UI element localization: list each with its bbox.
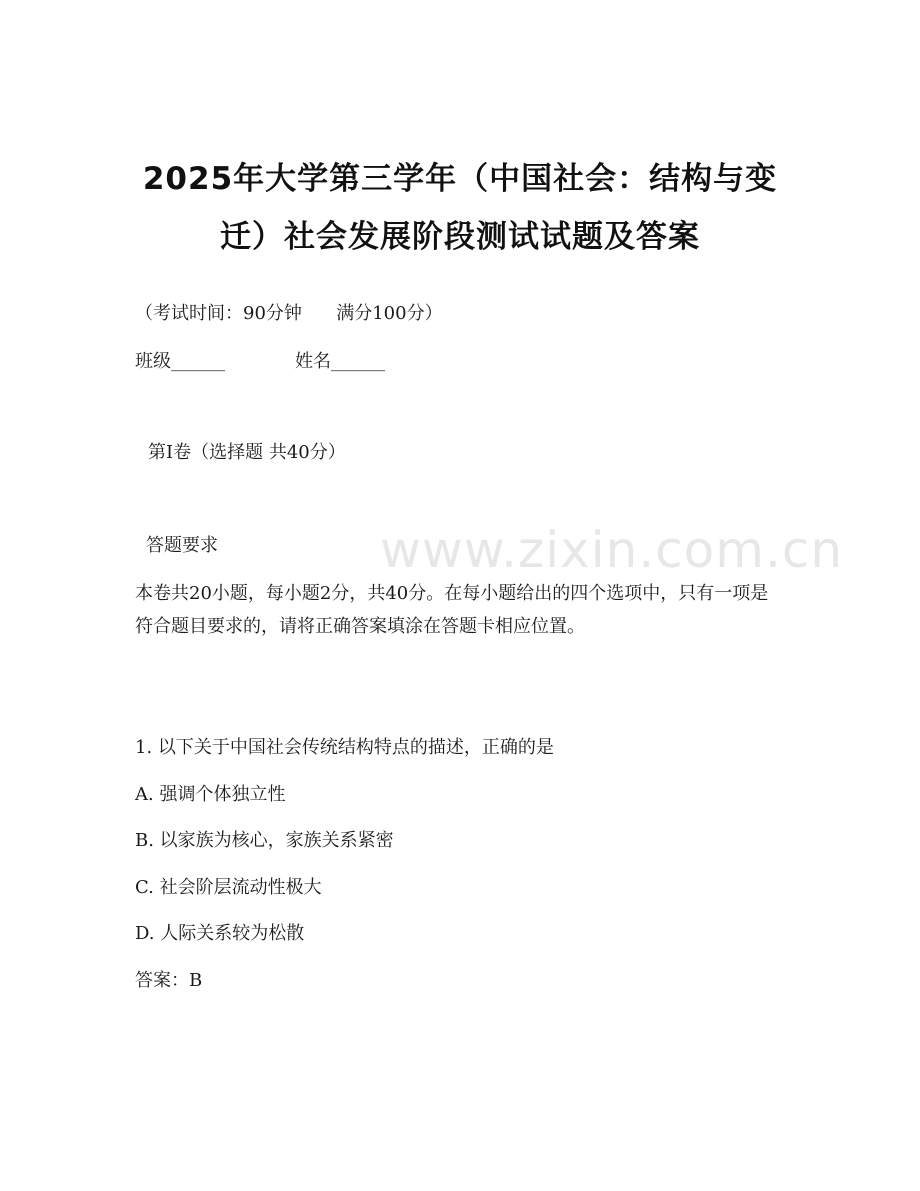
exam-info: （考试时间：90分钟 满分100分）: [135, 303, 443, 324]
watermark: www.zixin.com.cn: [380, 521, 844, 579]
question-option-c: C. 社会阶层流动性极大: [135, 877, 322, 898]
question-option-d: D. 人际关系较为松散: [135, 923, 305, 944]
name-field: 姓名______: [295, 351, 385, 372]
question-option-a: A. 强调个体独立性: [135, 784, 286, 805]
instructions-heading: 答题要求: [146, 535, 218, 556]
instructions-text: 本卷共20小题，每小题2分，共40分。在每小题给出的四个选项中，只有一项是符合题目要求的，请将正确答案填涂在答题卡相应位置。: [135, 583, 769, 637]
section-title: 第I卷（选择题 共40分）: [148, 442, 346, 463]
question-stem: 1. 以下关于中国社会传统结构特点的描述，正确的是: [135, 737, 554, 758]
class-field: 班级______: [135, 351, 225, 372]
question-answer: 答案：B: [135, 970, 203, 991]
document-title: 2025年大学第三学年（中国社会：结构与变迁）社会发展阶段测试试题及答案: [142, 161, 778, 255]
question-option-b: B. 以家族为核心，家族关系紧密: [135, 830, 394, 851]
